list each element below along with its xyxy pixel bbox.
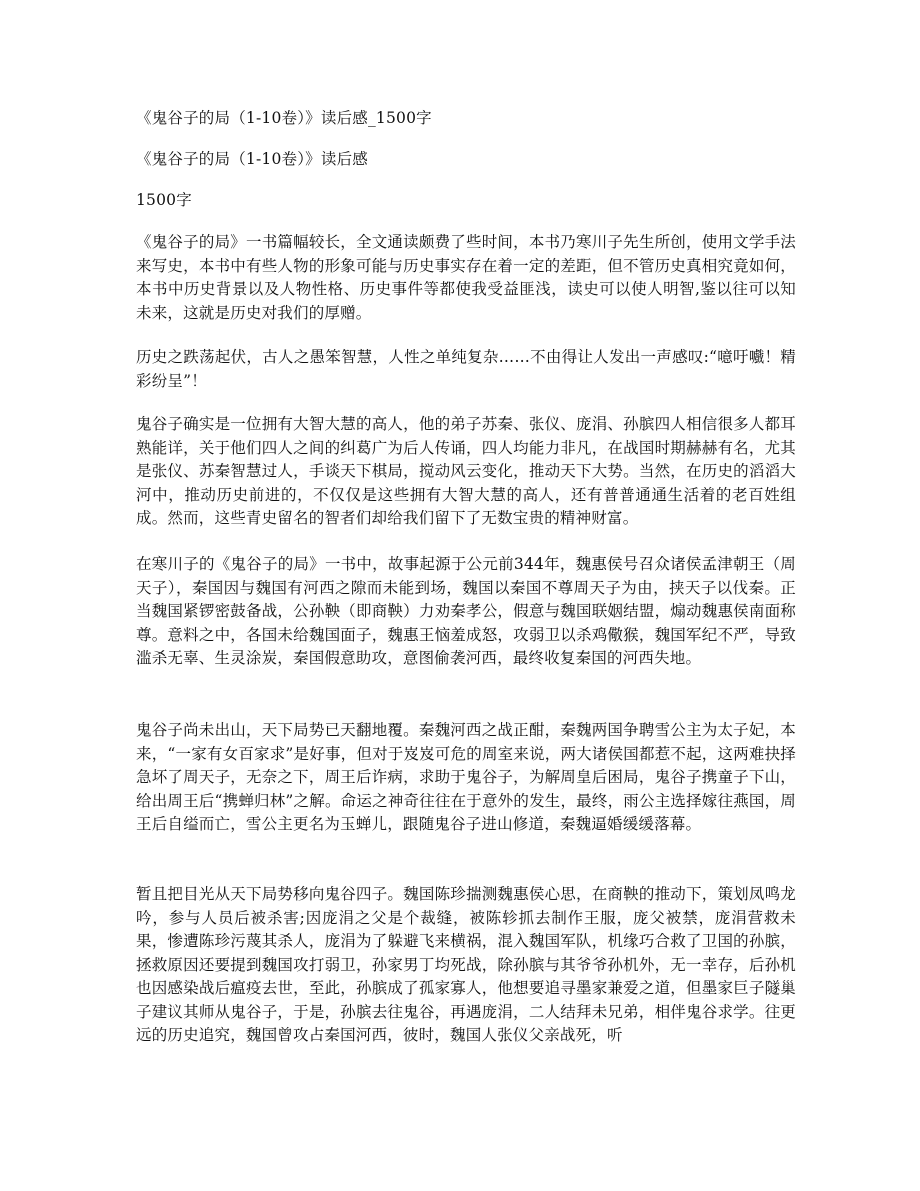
paragraph-6: 暂且把目光从天下局势移向鬼谷四子。魏国陈珍揣测魏惠侯心思，在商鞅的推动下，策划凤鸣龙吟，参与人员后被杀害;因庞涓之父是个裁缝，被陈轸抓去制作王服，庞父被禁，庞涓营救未果，惨遭陈珍污蔑其杀人，庞涓为了躲避飞来横祸，混入魏国军队，机缘巧合救了卫国的孙膑，拯救原因还要提到魏国攻打弱卫，孙家男丁均死战，除孙膑与其爷爷孙机外，无一幸存，后孙机也因感染战后瘟疫去世，至此，孙膑成了孤家寡人，他想要追寻墨家兼爱之道，但墨家巨子隧巢子建议其师从鬼谷子，于是，孙膑去往鬼谷，再遇庞涓，二人结拜未兄弟，相伴鬼谷求学。往更远的历史追究，魏国曾攻占秦国河西，彼时，魏国人张仪父亲战死，听 xyxy=(136,885,796,1044)
document-title: 《鬼谷子的局（1-10卷）》读后感 xyxy=(136,150,368,168)
paragraph-1: 《鬼谷子的局》一书篇幅较长，全文通读颇费了些时间，本书乃寒川子先生所创，使用文学手法来写史，本书中有些人物的形象可能与历史事实存在着一定的差距，但不管历史真相究竟如何，本书中历史背景以及人物性格、历史事件等都使我受益匪浅，读史可以使人明智,鉴以往可以知未来，这就是历史对我们的厚赠。 xyxy=(136,233,796,322)
document-word-count: 1500字 xyxy=(136,191,192,209)
paragraph-5: 鬼谷子尚未出山，天下局势已天翻地覆。秦魏河西之战正酣，秦魏两国争聘雪公主为太子妃，本来，“一家有女百家求”是好事，但对于岌岌可危的周室来说，两大诸侯国都惹不起，这两难抉择急坏了周天子，无奈之下，周王后诈病，求助于鬼谷子，为解周皇后困局，鬼谷子携童子下山，给出周王后“携蝉归林”之解。命运之神奇往往在于意外的发生，最终，雨公主选择嫁往燕国，周王后自缢而亡，雪公主更名为玉蝉儿，跟随鬼谷子进山修道，秦魏逼婚缓缓落幕。 xyxy=(136,721,796,833)
document-title-full: 《鬼谷子的局（1-10卷）》读后感_1500字 xyxy=(136,109,432,127)
paragraph-2: 历史之跌荡起伏，古人之愚笨智慧，人性之单纯复杂……不由得让人发出一声感叹:“噫吁嚱！精彩纷呈”！ xyxy=(136,348,796,390)
paragraph-3: 鬼谷子确实是一位拥有大智大慧的高人，他的弟子苏秦、张仪、庞涓、孙膑四人相信很多人都耳熟能详，关于他们四人之间的纠葛广为后人传诵，四人均能力非凡，在战国时期赫赫有名，尤其是张仪、苏秦智慧过人，手谈天下棋局，搅动风云变化，推动天下大势。当然，在历史的滔滔大河中，推动历史前进的，不仅仅是这些拥有大智大慧的高人，还有普普通通生活着的老百姓组成。然而，这些青史留名的智者们却给我们留下了无数宝贵的精神财富。 xyxy=(136,415,796,527)
paragraph-4: 在寒川子的《鬼谷子的局》一书中，故事起源于公元前344年，魏惠侯号召众诸侯孟津朝王（周天子），秦国因与魏国有河西之隙而未能到场，魏国以秦国不尊周天子为由，挟天子以伐秦。正当魏国紧锣密鼓备战，公孙鞅（即商鞅）力劝秦孝公，假意与魏国联姻结盟，煽动魏惠侯南面称尊。意料之中，各国未给魏国面子，魏惠王恼羞成怒，攻弱卫以杀鸡儆猴，魏国军纪不严，导致滥杀无辜、生灵涂炭，秦国假意助攻，意图偷袭河西，最终收复秦国的河西失地。 xyxy=(136,555,796,667)
